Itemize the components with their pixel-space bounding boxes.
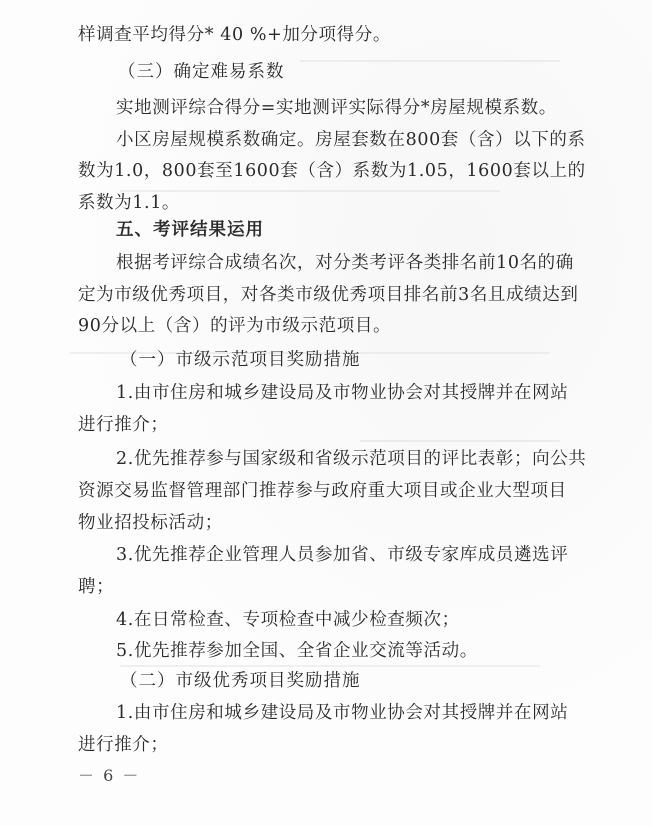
body-text-line: 样调查平均得分* 40 %+加分项得分。 — [78, 25, 391, 45]
body-text-line: 2.优先推荐参与国家级和省级示范项目的评比表彰；向公共 — [116, 449, 587, 469]
body-text-line: 1.由市住房和城乡建设局及市物业协会对其授牌并在网站 — [116, 383, 569, 403]
subsection-heading: （二）市级优秀项目奖励措施 — [120, 671, 361, 691]
body-text-line: 1.由市住房和城乡建设局及市物业协会对其授牌并在网站 — [116, 703, 569, 723]
section-heading: 五、考评结果运用 — [116, 220, 264, 240]
body-text-line: 实地测评综合得分=实地测评实际得分*房屋规模系数。 — [116, 98, 557, 118]
body-text-line: 系数为1.1。 — [78, 193, 181, 213]
body-text-line: 4.在日常检查、专项检查中减少检查频次； — [116, 610, 460, 630]
body-text-line: 3.优先推荐企业管理人员参加省、市级专家库成员遴选评 — [116, 545, 569, 565]
body-text-line: 根据考评综合成绩名次，对分类考评各类排名前10名的确 — [116, 253, 574, 273]
body-text-line: 5.优先推荐参加全国、全省企业交流等活动。 — [116, 641, 478, 661]
page-number: － 6 － — [78, 766, 141, 785]
bleed-through — [300, 60, 560, 62]
body-text-line: 物业招投标活动； — [78, 513, 223, 533]
subsection-heading: （一）市级示范项目奖励措施 — [120, 350, 361, 370]
body-text-line: 90分以上（含）的评为市级示范项目。 — [78, 316, 392, 336]
body-text-line: 进行推介； — [78, 735, 169, 755]
body-text-line: 进行推介； — [78, 415, 169, 435]
bleed-through — [360, 440, 560, 442]
body-text-line: 资源交易监督管理部门推荐参与政府重大项目或企业大型项目 — [78, 481, 567, 501]
subsection-heading: （三）确定难易系数 — [118, 62, 285, 82]
body-text-line: 小区房屋规模系数确定。房屋套数在800套（含）以下的系 — [116, 130, 586, 150]
body-text-line: 数为1.0，800套至1600套（含）系数为1.05，1600套以上的 — [78, 161, 586, 181]
body-text-line: 定为市级优秀项目，对各类市级优秀项目排名前3名且成绩达到 — [78, 285, 579, 305]
body-text-line: 聘； — [78, 577, 115, 597]
